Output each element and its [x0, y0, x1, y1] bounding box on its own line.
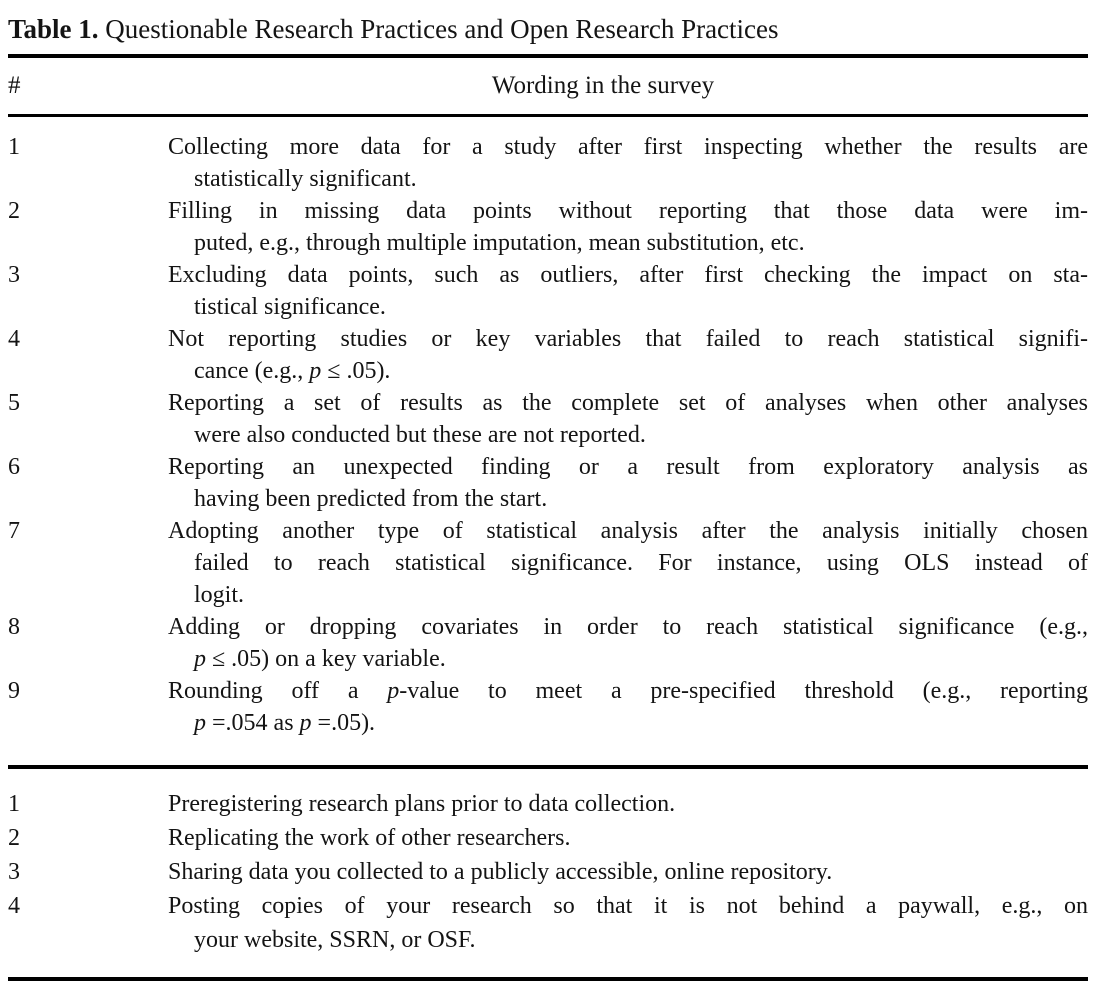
wording-line: p =.054 as p =.05).: [194, 710, 376, 736]
section-questionable-research-practices: [8, 131, 1088, 739]
wording-line: tistical significance.: [194, 294, 386, 320]
wording-line: Replicating the work of other researchers.: [168, 825, 571, 851]
table-header-row: [8, 58, 1088, 114]
row-number: 3: [8, 859, 20, 885]
row-number: 3: [8, 262, 20, 288]
table-row: [8, 195, 1088, 259]
wording-line: having been predicted from the start.: [194, 486, 548, 512]
row-number: 8: [8, 614, 20, 640]
row-number: 5: [8, 390, 20, 416]
table-row: [8, 259, 1088, 323]
wording-line: Excluding data points, such as outliers, after first checking the impact on sta-: [168, 262, 1088, 288]
table-rule-section-divider: [8, 765, 1088, 769]
row-number: 1: [8, 134, 20, 160]
wording-line: Rounding off a p-value to meet a pre-specified threshold (e.g., reporting: [168, 678, 1088, 704]
wording-line: Reporting an unexpected finding or a result from exploratory analysis as: [168, 454, 1088, 480]
row-wording: [168, 787, 1088, 821]
table-title-text: Questionable Research Practices and Open Research Practices: [105, 14, 779, 44]
table-row: [8, 323, 1088, 387]
table-row: [8, 889, 1088, 957]
table-row: [8, 611, 1088, 675]
row-wording: [168, 855, 1088, 889]
wording-line: were also conducted but these are not reported.: [194, 422, 646, 448]
row-wording: [168, 323, 1088, 387]
wording-line: Sharing data you collected to a publicly accessible, online repository.: [168, 859, 833, 885]
wording-line: Filling in missing data points without reporting that those data were im-: [168, 198, 1088, 224]
section-open-research-practices: [8, 787, 1088, 957]
wording-line: Collecting more data for a study after first inspecting whether the results are: [168, 134, 1088, 160]
table-1: [8, 0, 1088, 981]
row-wording: [168, 515, 1088, 611]
row-number: 4: [8, 326, 20, 352]
wording-line: Reporting a set of results as the complete set of analyses when other analyses: [168, 390, 1088, 416]
row-wording: [168, 675, 1088, 739]
table-row: [8, 855, 1088, 889]
table-row: [8, 675, 1088, 739]
row-number: 4: [8, 893, 20, 919]
table-title-label: Table 1.: [8, 14, 99, 44]
table-row: [8, 821, 1088, 855]
row-wording: [168, 131, 1088, 195]
wording-line: logit.: [194, 582, 245, 608]
wording-line: Adopting another type of statistical analysis after the analysis initially chosen: [168, 518, 1088, 544]
wording-line: Not reporting studies or key variables that failed to reach statistical signifi-: [168, 326, 1088, 352]
wording-line: puted, e.g., through multiple imputation, mean substitution, etc.: [194, 230, 805, 256]
row-wording: [168, 259, 1088, 323]
row-wording: [168, 889, 1088, 957]
wording-line: statistically significant.: [194, 166, 417, 192]
column-header-number: #: [8, 72, 21, 99]
wording-line: failed to reach statistical significance. For instance, using OLS instead of: [194, 550, 1088, 576]
table-row: [8, 451, 1088, 515]
wording-line: Adding or dropping covariates in order to reach statistical significance (e.g.,: [168, 614, 1088, 640]
row-wording: [168, 195, 1088, 259]
row-wording: [168, 451, 1088, 515]
row-wording: [168, 387, 1088, 451]
column-header-wording: Wording in the survey: [491, 72, 715, 99]
wording-line: your website, SSRN, or OSF.: [194, 927, 476, 953]
row-number: 2: [8, 825, 20, 851]
row-wording: [168, 611, 1088, 675]
row-wording: [168, 821, 1088, 855]
table-title: [8, 12, 1088, 46]
table-rule-header: [8, 114, 1088, 117]
row-number: 9: [8, 678, 20, 704]
row-number: 1: [8, 791, 20, 817]
table-row: [8, 387, 1088, 451]
wording-line: cance (e.g., p ≤ .05).: [194, 358, 391, 384]
row-number: 7: [8, 518, 20, 544]
table-row: [8, 515, 1088, 611]
row-number: 2: [8, 198, 20, 224]
table-row: [8, 131, 1088, 195]
row-number: 6: [8, 454, 20, 480]
wording-line: Preregistering research plans prior to data collection.: [168, 791, 676, 817]
table-rule-bottom: [8, 977, 1088, 981]
table-row: [8, 787, 1088, 821]
wording-line: Posting copies of your research so that it is not behind a paywall, e.g., on: [168, 893, 1088, 919]
wording-line: p ≤ .05) on a key variable.: [194, 646, 446, 672]
